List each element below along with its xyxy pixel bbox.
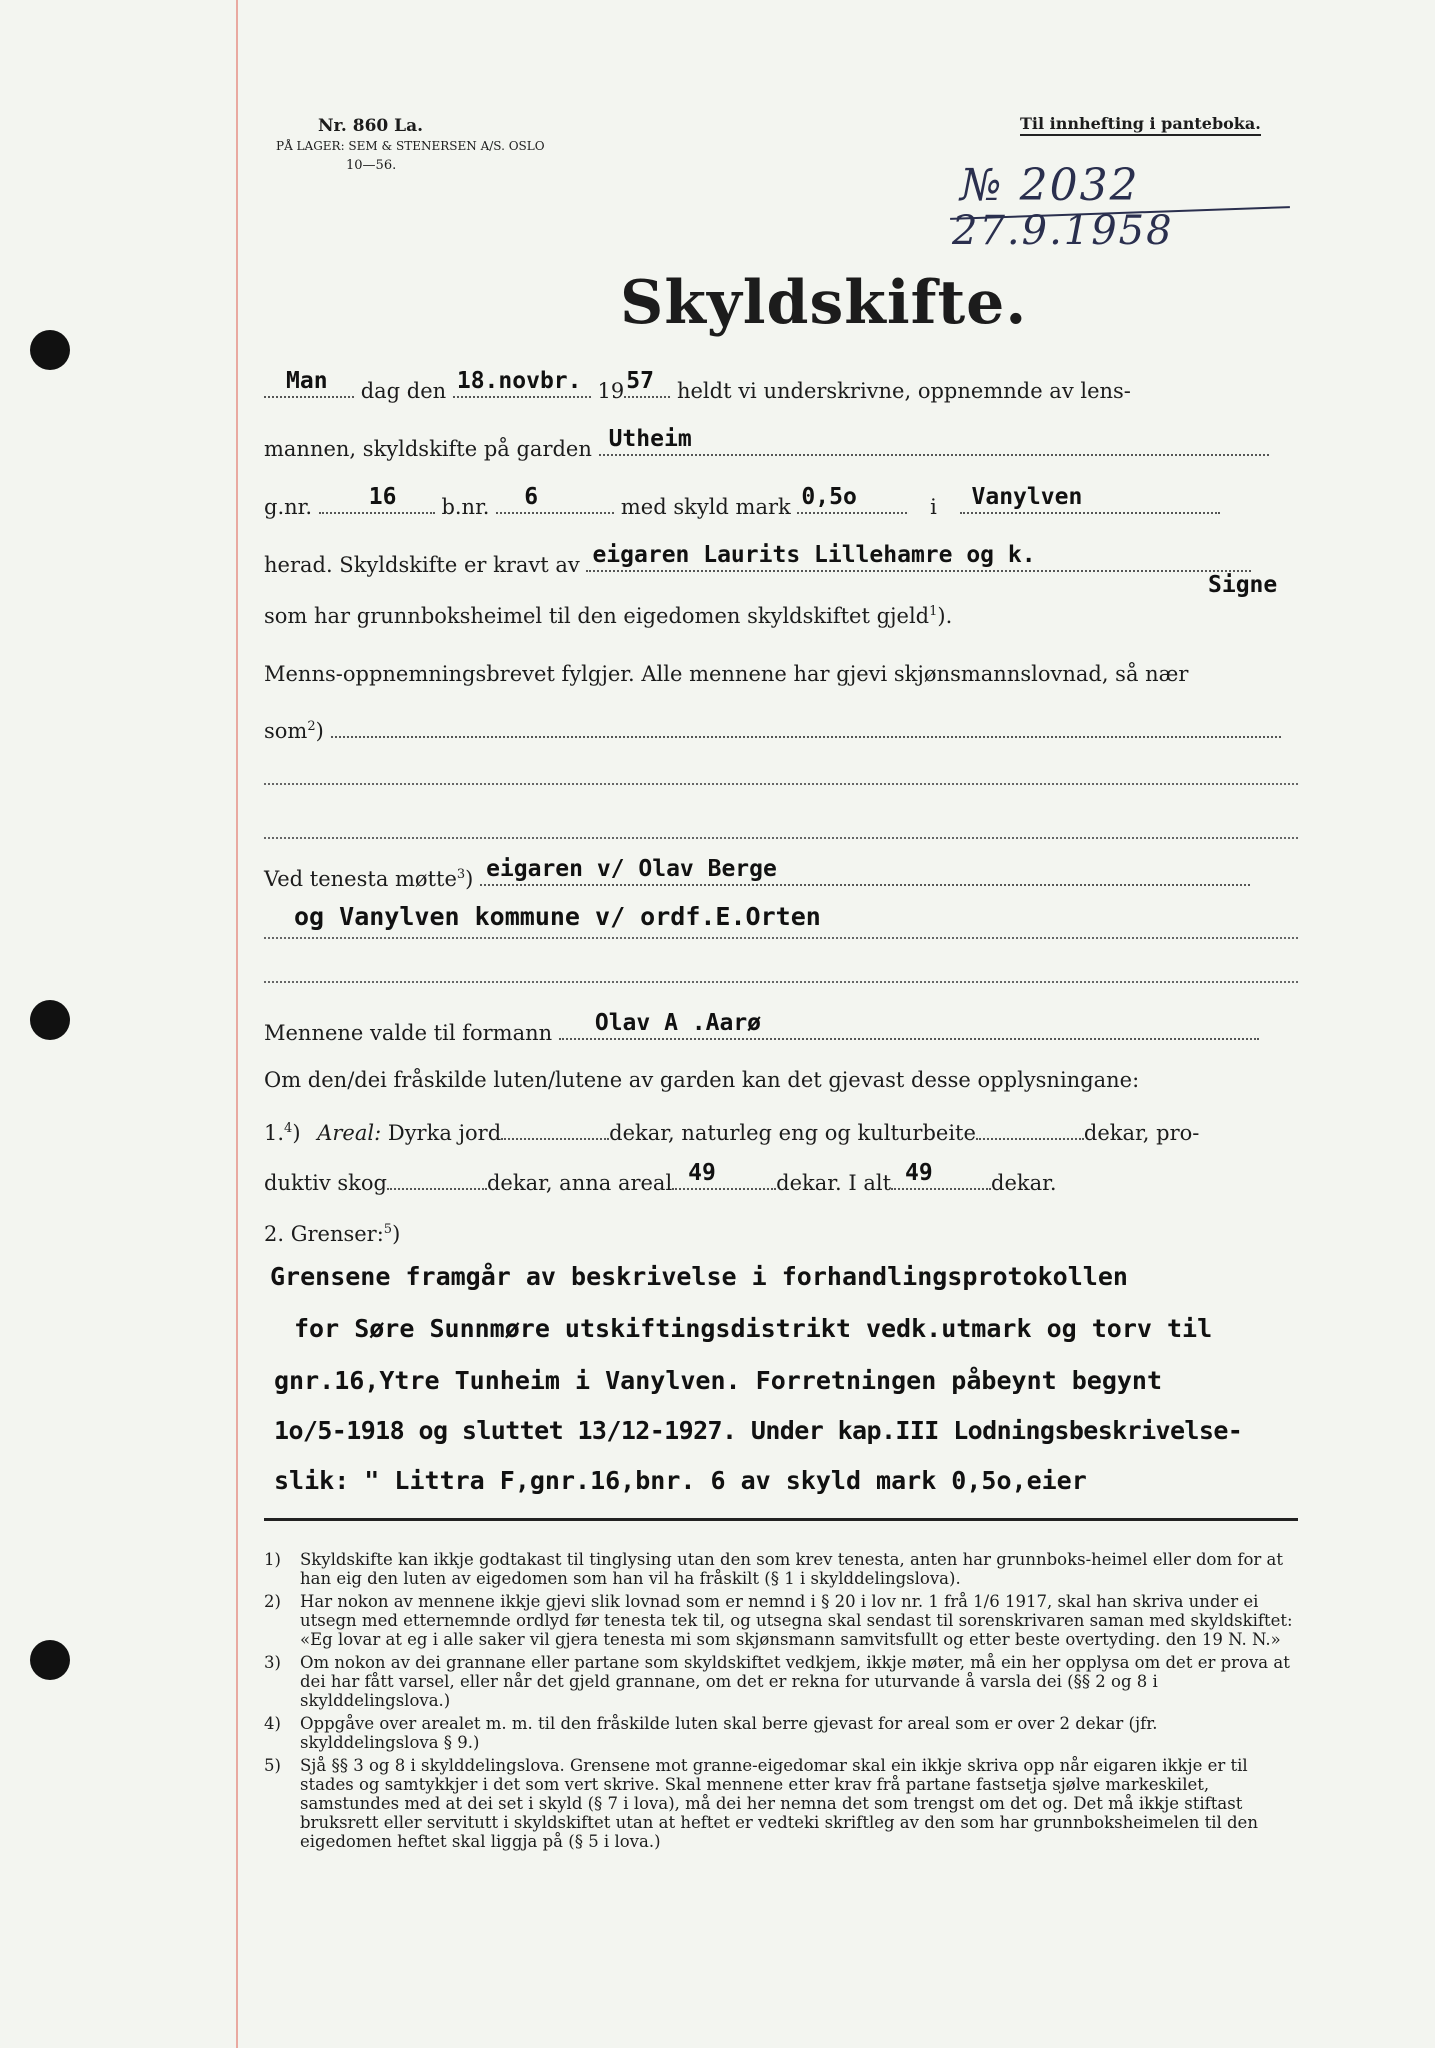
year-value: 57 (626, 368, 654, 394)
form-line-requested (264, 542, 1251, 577)
label-year-prefix: 19 (597, 379, 625, 403)
label-gnr: g.nr. (264, 495, 313, 519)
punch-hole (30, 1000, 70, 1040)
form-line-areal-2 (264, 1160, 1057, 1195)
blank-line (264, 836, 1298, 839)
gnr-value: 16 (368, 484, 397, 510)
footnote-ref: 5 (383, 1222, 393, 1237)
formann-value: Olav A .Aarø (594, 1010, 762, 1036)
footnotes (264, 1550, 1298, 1855)
footnote-2: 2) Har nokon av mennene ikkje gjevi slik lovnad som er nemnd i § 20 i lov nr. 1 frå 1/6 1917, skal han skriva under ei utsegn med etternemnde ordlyd før tenesta tek til, og utsegna skal sendast til sorenskrivaren saman med skyldskiftet: «Eg lovar at eg i alle saker vil gjera tenesta mi som skjønsmann samvitsfullt og etter beste overtyding. den 19 N. N.» (264, 1592, 1293, 1649)
form-number: Nr. 860 La. (318, 116, 424, 136)
label-i: i (930, 495, 937, 519)
label-bnr: b.nr. (441, 495, 490, 519)
footnote-ref: 4 (284, 1121, 293, 1136)
footnote-ref: 3 (456, 867, 466, 882)
footnote-ref: 1 (929, 604, 938, 619)
form-line-grenser: 2. Grenser:$^5$) (264, 1222, 401, 1246)
weekday-value: Man (286, 368, 328, 394)
footnote-4: 4) Oppgåve over arealet m. m. til den fråskilde luten skal berre gjevast for areal som er over 2 dekar (jfr. skylddelingslova § 9.) (264, 1714, 1158, 1752)
bnr-value: 6 (524, 484, 539, 510)
text-line1: heldt vi underskrivne, oppnemnde av lens- (676, 379, 1131, 403)
text-formann: Mennene valde til formann (264, 1021, 553, 1045)
text-naturleg-eng: dekar, naturleg eng og kulturbeite (609, 1121, 976, 1145)
grenser-line: Grensene framgår av beskrivelse i forhandlingsprotokollen (270, 1262, 1128, 1291)
footnote-3: 3) Om nokon av dei grannane eller partane som skyldskiftet vedkjem, ikkje møter, må ein her opplysa om det er prova at dei har fått varsel, eller når det gjeld grannane, om det er rekna for uturvande å varsla dei (§§ 2 og 8 i skylddelingslova.) (264, 1653, 1290, 1710)
grenser-line: gnr.16,Ytre Tunheim i Vanylven. Forretningen påbeynt begynt (274, 1366, 1163, 1395)
punch-hole (30, 330, 70, 370)
grenser-line: for Søre Sunnmøre utskiftingsdistrikt vedk.utmark og torv til (294, 1314, 1213, 1343)
footnote-1: 1) Skyldskifte kan ikkje godtakast til tinglysing utan den som krev tenesta, anten har grunnboks-heimel eller dom for at han eig den luten av eigedomen som han vil ha fråskilt (§ 1 i skylddelingslova). (264, 1550, 1283, 1588)
attendee-2: og Vanylven kommune v/ ordf.E.Orten (294, 902, 821, 931)
anna-areal-value: 49 (688, 1160, 716, 1186)
grenser-line: 1o/5-1918 og sluttet 13/12-1927. Under kap.III Lodningsbeskrivelse- (274, 1416, 1243, 1445)
punch-hole (30, 1640, 70, 1680)
label-grenser: 2. Grenser: (264, 1222, 384, 1246)
margin-line (236, 0, 238, 2048)
label-areal: Areal: (317, 1121, 382, 1145)
text-som: som (264, 719, 308, 743)
herad-value: Vanylven (971, 484, 1083, 510)
form-line-date (264, 368, 1131, 403)
footnote-rule (264, 1518, 1298, 1521)
form-line-gnr (264, 484, 1220, 519)
blank-line (264, 980, 1298, 983)
label-dag-den: dag den (360, 379, 447, 403)
handwritten-doc-number: № 2032 (960, 160, 1140, 211)
form-header (276, 116, 545, 176)
form-line-menns: Menns-oppnemningsbrevet fylgjer. Alle mennene har gjevi skjønsmannslovnad, så nær (264, 662, 1189, 686)
form-line-om: Om den/dei fråskilde luten/lutene av garden kan det gjevast desse opplysningane: (264, 1068, 1140, 1092)
total-value: 49 (905, 1160, 933, 1186)
handwritten-date: 27.9.1958 (952, 208, 1174, 254)
text-anna-areal: dekar, anna areal (486, 1171, 673, 1195)
text-ved-tenesta: Ved tenesta møtte (264, 867, 457, 891)
form-line-farm (264, 426, 1269, 461)
text-dekar-end: dekar. (991, 1171, 1057, 1195)
document-title: Skyldskifte. (620, 268, 1028, 338)
footnote-ref: 2 (307, 719, 316, 734)
farm-name: Utheim (608, 426, 692, 452)
footnote-5: 5) Sjå §§ 3 og 8 i skylddelingslova. Grensene mot granne-eigedomar skal ein ikkje skriva opp når eigaren ikkje er til stades og samtykkjer i det som vert skrive. Skal mennene etter krav frå partane fastsetja sjølve markeskilet, samstundes med at dei set i skyld (§ 7 i lova), må dei her nemna det som trengst om det og. Det må ikkje stiftast bruksrett eller servitutt i skyldskiftet utan at heftet er vedteki skriftleg av den som har grunnboksheimelen til den eigedomen heftet skal liggja på (§ 5 i lova.) (264, 1756, 1258, 1851)
text-produktiv-skog: duktiv skog (264, 1171, 387, 1195)
blank-line (264, 782, 1298, 785)
grenser-line: slik: " Littra F,gnr.16,bnr. 6 av skyld mark 0,5o,eier (274, 1466, 1087, 1495)
form-line-attendance: Ved tenesta møtte$^3$) eigaren v/ Olav Berge (264, 866, 1250, 891)
form-line-formann (264, 1010, 1259, 1045)
text-dekar-pro: dekar, pro- (1083, 1121, 1200, 1145)
areal-number: 1. (264, 1121, 285, 1145)
printer-name: PÅ LAGER: SEM & STENERSEN A/S. OSLO (276, 139, 545, 153)
attendee-1: eigaren v/ Olav Berge (486, 856, 777, 882)
text-line2: mannen, skyldskifte på garden (264, 437, 592, 461)
blank-line (264, 936, 1298, 939)
requested-by-2: Signe (1208, 572, 1278, 598)
print-date: 10—56. (346, 158, 397, 173)
form-line-som: som$^2$) (264, 718, 1281, 743)
date-value: 18.novbr. (456, 368, 582, 394)
text-i-alt: dekar. I alt (776, 1171, 892, 1195)
label-skyld: med skyld mark (620, 495, 791, 519)
form-line-grunnbok: som har grunnboksheimel til den eigedomen skyldskiftet gjeld$^1$). (264, 604, 953, 628)
requested-by: eigaren Laurits Lillehamre og k. (592, 542, 1036, 568)
text-herad: herad. Skyldskifte er kravt av (264, 553, 580, 577)
text-grunnbok: som har grunnboksheimel til den eigedomen skyldskiftet gjeld (264, 604, 930, 628)
header-note: Til innhefting i panteboka. (1020, 114, 1261, 136)
form-line-areal-1: 1.$^4$) Areal: Dyrka jord dekar, naturleg eng og kulturbeite dekar, pro- (264, 1121, 1200, 1145)
skyld-value: 0,5o (801, 484, 857, 510)
text-dyrka-jord: Dyrka jord (387, 1121, 502, 1145)
